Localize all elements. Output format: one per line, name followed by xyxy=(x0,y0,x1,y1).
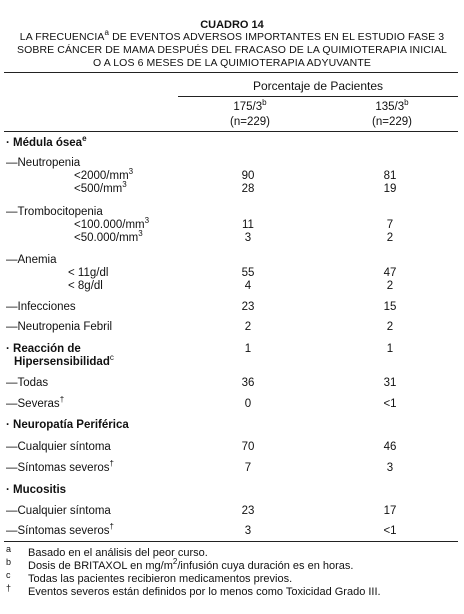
cell-value: 0 xyxy=(244,398,252,410)
cell-value: 2 xyxy=(386,232,394,244)
cell-value: 55 xyxy=(241,267,255,279)
cell-value: 15 xyxy=(383,301,397,313)
table-caption-line3: O A LOS 6 MESES DE LA QUIMIOTERAPIA ADYUVANTE xyxy=(93,57,371,69)
cell-value: 23 xyxy=(241,301,255,313)
cell-value: <1 xyxy=(383,398,397,410)
cell-value: <1 xyxy=(383,525,397,537)
row-label: $<2000/mm^3$ xyxy=(74,167,134,182)
section-neuropatia: · Neuropatía Periférica xyxy=(6,419,129,431)
row-severas: —Severas† xyxy=(6,395,65,410)
section-reaccion: · Reacción de xyxy=(6,343,81,355)
table-caption-line1: LA FRECUENCIA$^a$ DE EVENTOS ADVERSOS IMPORTANTES EN EL ESTUDIO FASE 3 xyxy=(19,28,445,43)
cell-value: 23 xyxy=(241,505,255,517)
footnote-dagger: Eventos severos están definidos por lo menos como Toxicidad Grado III. xyxy=(28,586,381,598)
cell-value: 28 xyxy=(241,183,255,195)
cell-value: 11 xyxy=(242,219,254,231)
row-label: < 11g/dl xyxy=(68,267,109,279)
cell-value: 70 xyxy=(241,441,255,453)
row-trombocitopenia: —Trombocitopenia xyxy=(6,206,103,218)
cell-value: 3 xyxy=(386,462,394,474)
cell-value: 7 xyxy=(386,219,394,231)
row-infecciones: —Infecciones xyxy=(6,301,76,313)
row-neutropenia-febril: —Neutropenia Febril xyxy=(6,321,113,333)
row-neuropatia-cualquier: —Cualquier síntoma xyxy=(6,441,111,453)
col2-header: 135/3$^b$ xyxy=(375,98,409,113)
cell-value: 46 xyxy=(383,441,397,453)
footnote-mark: a xyxy=(6,544,12,554)
col2-n: (n=229) xyxy=(372,116,412,128)
cell-value: 4 xyxy=(244,280,252,292)
row-label: $<500/mm^3$ xyxy=(74,180,127,195)
section-reaccion-line2: Hipersensibilidad$^c$ xyxy=(14,353,114,368)
cell-value: 2 xyxy=(386,280,394,292)
col1-header: 175/3$^b$ xyxy=(233,98,267,113)
cell-value: 2 xyxy=(386,321,394,333)
cell-value: 47 xyxy=(383,267,397,279)
row-anemia: —Anemia xyxy=(6,254,57,266)
cell-value: 3 xyxy=(244,232,252,244)
footnote-mark: † xyxy=(6,583,12,593)
row-label: $<50.000/mm^3$ xyxy=(74,229,143,244)
row-todas: —Todas xyxy=(6,377,49,389)
group-header-rule xyxy=(178,96,458,97)
cell-value: 3 xyxy=(244,525,252,537)
footnote-mark: c xyxy=(6,570,11,580)
footnote-a: Basado en el análisis del peor curso. xyxy=(28,547,208,559)
cell-value: 81 xyxy=(383,170,397,182)
col1-n: (n=229) xyxy=(230,116,270,128)
footnote-c: Todas las pacientes recibieron medicamentos previos. xyxy=(28,573,293,585)
table-top-rule xyxy=(4,72,458,73)
section-medula-osea: · Médula ósea$^e$ xyxy=(6,134,87,149)
cell-value: 17 xyxy=(383,505,397,517)
table-bottom-rule xyxy=(4,541,458,542)
cell-value: 90 xyxy=(241,170,255,182)
row-label: $<100.000/mm^3$ xyxy=(74,216,150,231)
row-mucositis-cualquier: —Cualquier síntoma xyxy=(6,505,111,517)
table-title: CUADRO 14 xyxy=(200,19,264,31)
table-caption-line2: SOBRE CÁNCER DE MAMA DESPUÉS DEL FRACASO DE LA QUIMIOTERAPIA INICIAL xyxy=(16,44,447,56)
row-label: < 8g/dl xyxy=(68,280,103,292)
cell-value: 7 xyxy=(244,462,252,474)
cell-value: 36 xyxy=(241,377,255,389)
group-header: Porcentaje de Pacientes xyxy=(252,79,384,93)
cell-value: 31 xyxy=(383,377,397,389)
cell-value: 2 xyxy=(244,321,252,333)
cell-value: 19 xyxy=(383,183,397,195)
row-neuropatia-severos: —Síntomas severos† xyxy=(6,459,114,474)
cell-value: 1 xyxy=(244,343,252,355)
row-mucositis-severos: —Síntomas severos† xyxy=(6,522,114,537)
footnote-mark: b xyxy=(6,557,12,567)
cell-value: 1 xyxy=(386,343,394,355)
section-mucositis: · Mucositis xyxy=(6,484,67,496)
footnote-b: Dosis de BRITAXOL en $mg/m^2$/infusión cuya duración es en horas. xyxy=(28,557,354,572)
row-neutropenia: —Neutropenia xyxy=(6,157,81,169)
header-bottom-rule xyxy=(4,131,458,132)
